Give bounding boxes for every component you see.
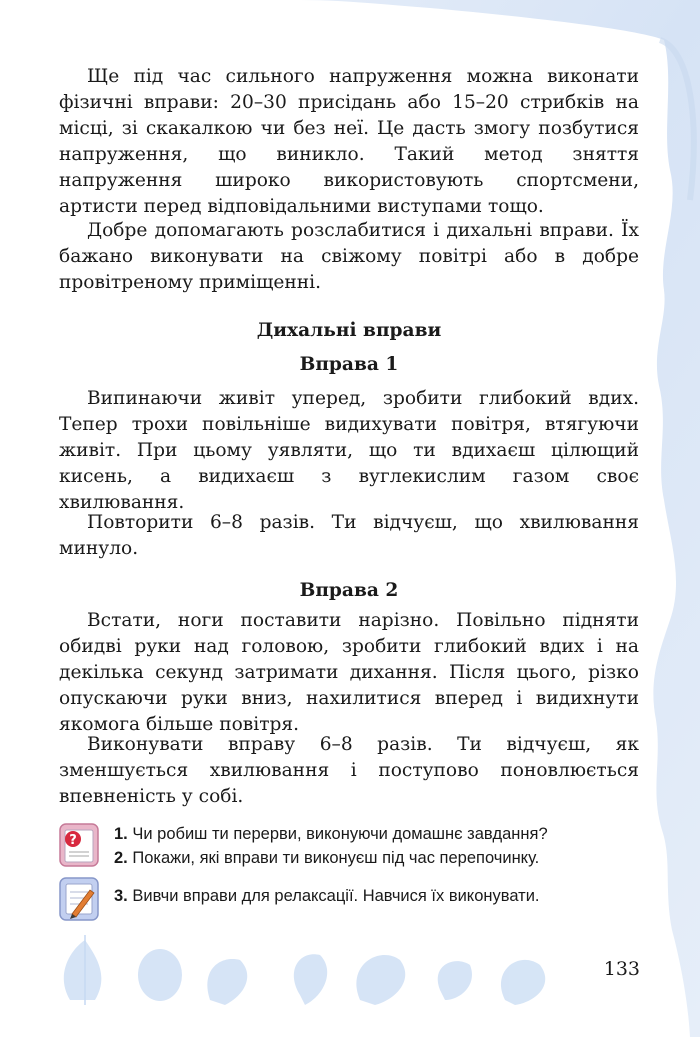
exercise2-paragraph2: Виконувати вправу 6–8 разів. Ти відчуєш, як зменшується хвилювання і поступово поновлюється впевненість у собі. — [59, 734, 639, 807]
svg-text:?: ? — [69, 833, 77, 848]
exercise1-title: Вправа 1 — [299, 354, 399, 375]
question-2 — [114, 846, 654, 870]
question-1-number: 1. — [114, 825, 128, 843]
exercise2-paragraph1: Встати, ноги поставити нарізно. Повільно підняти обидві руки над головою, зробити глибокий вдих і на декілька секунд затримати дихання. Після цього, різко опускаючи руки вниз, нахилитися вперед і видихнути якомога більше повітря. — [59, 610, 639, 735]
question-1 — [114, 822, 654, 846]
paragraph-breathing-intro: Добре допомагають розслабитися і дихальні вправи. Їх бажано виконувати на свіжому повітрі або в добре провітреному приміщенні. — [59, 220, 639, 293]
exercise1-paragraph1: Випинаючи живіт уперед, зробити глибокий вдих. Тепер трохи повільніше видихувати повітря, втягуючи живіт. При цьому уявляти, що ти вдихаєш цілющий кисень, а видихаєш з вуглекислим газом своє хвилювання. — [59, 388, 639, 513]
questions-list — [114, 822, 654, 870]
question-doc-icon — [56, 822, 102, 868]
paragraph-intro: Ще під час сильного напруження можна виконати фізичні вправи: 20–30 присідань або 15–20 стрибків на місці, зі скакалкою чи без неї. Це дасть змогу позбутися напруження, що виникло. Такий метод зняття напруження широко використовують спортсмени, артисти перед відповідальними виступами тощо. — [59, 66, 639, 217]
question-1-text: Чи робиш ти перерви, виконуючи домашнє завдання? — [132, 825, 548, 843]
section-title: Дихальні вправи — [256, 320, 442, 341]
question-2-number: 2. — [114, 849, 128, 867]
pencil-notebook-icon — [56, 876, 102, 922]
task-3-text: Вивчи вправи для релаксації. Навчися їх виконувати. — [132, 887, 540, 905]
tasks-list — [114, 884, 654, 908]
page-number: 133 — [603, 958, 640, 980]
question-2-text: Покажи, які вправи ти виконуєш під час перепочинку. — [132, 849, 540, 867]
exercise2-title: Вправа 2 — [299, 580, 399, 601]
task-3-number: 3. — [114, 887, 128, 905]
task-3 — [114, 884, 654, 908]
exercise1-paragraph2: Повторити 6–8 разів. Ти відчуєш, що хвилювання минуло. — [59, 512, 639, 559]
